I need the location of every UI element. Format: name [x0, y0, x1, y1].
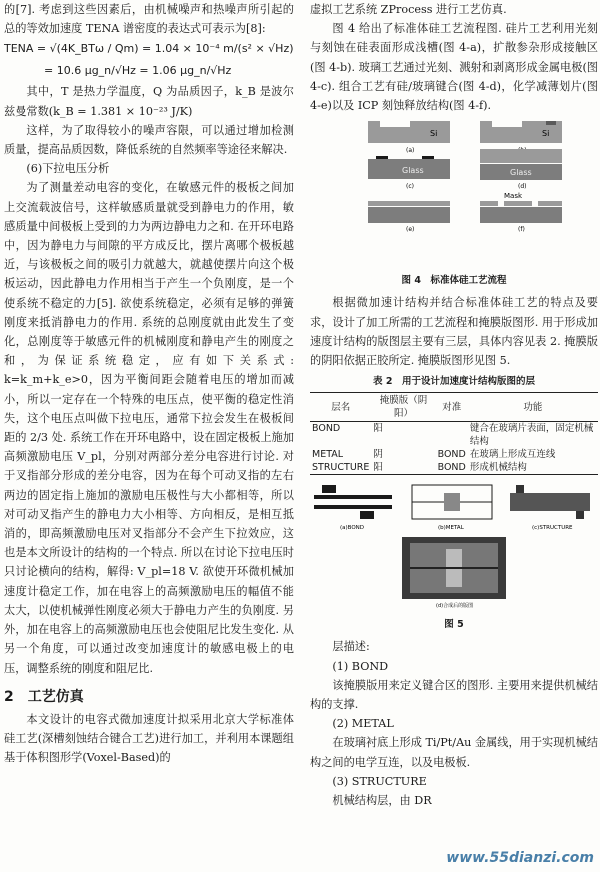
layout-combined [402, 537, 506, 609]
table-header-row [310, 393, 598, 422]
paragraph-symbols: 其中，T 是热力学温度，Q 为品质因子，k_B 是波尔兹曼常数(k_B = 1.381 × 10⁻²³ J/K) [4, 85, 294, 118]
formula-line-1: TENA = √(4K_BTω / Qm) = 1.04 × 10⁻⁴ m/(s² × √Hz) [4, 42, 294, 56]
table-header-layer: 层名 [310, 393, 371, 422]
table-cell: 阴 [373, 449, 383, 461]
label-bond: (a)BOND [340, 525, 365, 532]
structure-anchor-2 [576, 511, 584, 519]
table-row [310, 422, 598, 449]
table-row [310, 448, 598, 461]
paragraph-mask-design: 根据微加速计结构并结合标准体硅工艺的特点及要求，设计了加工所需的工艺流程和掩膜版图形. 用于形成加速度计结构的版图层主要有三层，具体内容见表 2. 掩膜版的阴阳依据正胶所定. 掩膜版图形见图 5. [310, 296, 598, 368]
left-column [4, 0, 294, 767]
table-cell: 形成机械结构 [468, 461, 598, 475]
mask-label: Mask [504, 192, 523, 201]
bond-bar-top [314, 495, 392, 499]
label-e: (e) [406, 226, 415, 234]
table-header-mask: 掩膜版（阴阳） [371, 393, 435, 422]
subsection-pull-in: (6)下拉电压分析 [26, 162, 110, 176]
table-header-align: 对准 [436, 393, 468, 422]
figure-5 [310, 479, 598, 633]
paragraph-process: 本文设计的电容式微加速度计拟采用北京大学标准体硅工艺(深槽刻蚀结合键合工艺)进行加工，并利用本课题组基于体积图形学(Voxel-Based)的 [4, 712, 294, 765]
step-c [368, 156, 450, 190]
etch-gap-f2 [532, 201, 538, 206]
bond-bar-bottom [314, 505, 392, 509]
si-label-a: Si [430, 129, 438, 139]
mask-layout-diagram [310, 479, 598, 611]
structure-body [510, 493, 590, 511]
label-combined: (d)合成后的版图 [436, 603, 474, 610]
table-cell: 阳 [373, 423, 383, 435]
paragraph-intro: 的[7]. 考虑到这些因素后，由机械噪声和热噪声所引起的总的等效加速度 TENA 谱密度的表达式可表示为[8]: [4, 3, 294, 36]
metal-heading: (2) METAL [332, 717, 394, 731]
table-header-function: 功能 [468, 393, 598, 422]
si-wafer-d [480, 149, 562, 163]
table-cell: STRUCTURE [312, 462, 370, 474]
paragraph-fig4-desc: 图 4 给出了标准体硅工艺流程图. 硅片工艺利用光刻与刻蚀在硅表面形成浅槽(图 4-a)，扩散参杂形成接触区(图 4-b). 玻璃工艺通过光刻、溅射和剥离形成金属电极(图 4-c). 组合工艺有硅/玻璃键合(图 4-d)，化学减薄划片(图 4-e)以及 ICP 刻蚀释放结构(图 4-f). [310, 22, 598, 113]
etch-gap-f1 [498, 201, 504, 206]
label-a: (a) [406, 147, 415, 155]
label-f: (f) [518, 226, 525, 234]
layout-metal [412, 485, 492, 531]
structure-heading: (3) STRUCTURE [332, 774, 427, 788]
step-a [368, 121, 450, 154]
table-cell: 键合在玻璃片表面，固定机械结构 [469, 423, 594, 448]
released-si-f [480, 201, 562, 206]
label-metal: (b)METAL [438, 525, 464, 532]
table-cell: 阳 [371, 461, 435, 475]
layout-structure [510, 485, 590, 531]
label-structure: (c)STRUCTURE [532, 525, 573, 532]
process-flow-diagram [310, 119, 598, 267]
contact-region-b [546, 121, 556, 125]
glass-label-d: Glass [510, 168, 532, 178]
figure-5-caption: 图 5 [444, 619, 464, 631]
table-cell: BOND [312, 423, 341, 435]
table-cell: 在玻璃上形成互连线 [469, 449, 556, 461]
bond-description: 该掩膜版用来定义键合区的图形. 主要用来提供机械结构的支撑. [310, 678, 598, 712]
table-cell [436, 422, 468, 449]
thinned-si-e [368, 201, 450, 206]
table-cell: METAL [312, 449, 344, 461]
section-title: 2 工艺仿真 [4, 688, 84, 705]
metal-electrode-c1 [376, 156, 388, 159]
tena-formula [4, 38, 294, 82]
layer-table [310, 392, 598, 475]
step-d [480, 149, 562, 190]
glass-label-c: Glass [402, 166, 424, 176]
layout-bond [314, 485, 392, 531]
bond-pad-bottom [360, 511, 374, 519]
table-2-caption: 表 2 用于设计加速度计结构版图的层 [373, 376, 535, 388]
si-label-b: Si [542, 129, 550, 139]
metal-electrode-c2 [422, 156, 434, 159]
table-cell: BOND [437, 462, 466, 474]
table-row [310, 461, 598, 475]
step-e [368, 201, 450, 233]
figure-4-caption: 图 4 标准体硅工艺流程 [401, 275, 507, 287]
glass-substrate-f [480, 207, 562, 223]
table-cell: BOND [437, 449, 466, 461]
shallow-trench-a [380, 121, 410, 127]
step-f [480, 192, 562, 233]
formula-line-2: = 10.6 μg_n/√Hz = 1.06 μg_n/√Hz [44, 64, 232, 78]
figure-4 [310, 119, 598, 289]
paragraph-noise: 这样，为了取得较小的噪声容限，可以通过增加检测质量，提高品质因数，降低系统的自然频率等途径来解决. [4, 123, 294, 157]
paragraph-zprocess: 虚拟工艺系统 ZProcess 进行工艺仿真. [310, 3, 507, 16]
layer-description-heading: 层描述: [332, 640, 370, 654]
right-column [310, 0, 598, 810]
label-d: (d) [518, 183, 527, 191]
bond-pad-top [322, 485, 336, 493]
structure-anchor-1 [516, 485, 524, 493]
shallow-trench-b [492, 121, 522, 127]
metal-electrode [444, 493, 460, 511]
bond-heading: (1) BOND [332, 659, 389, 673]
label-c: (c) [406, 183, 414, 191]
structure-description: 机械结构层，由 DR [332, 794, 432, 808]
metal-description: 在玻璃衬底上形成 Ti/Pt/Au 金属线，用于实现机械结构之间的电学互连，以及电极板. [310, 736, 598, 769]
glass-substrate-e [368, 207, 450, 223]
paragraph-pull-in: 为了测量差动电容的变化，在敏感元件的极板之间加上交流载波信号，这样敏感质量就受到静电力的作用，敏感质量中间极板上受到的力为两边静电力之和. 在开环电路中，因为静电力与间隙的平方成反比，摆片离哪个极板越近，与该极板之间的吸引力就越大，就越使摆片向这个极板运动，因此静电力作用相当于产生一个负刚度，是一个使系统不稳定的力[5]. 欲使系统稳定，必须有足够的弹簧刚度来抵消静电力的作用. 系统的总刚度就由此发生了变化，总刚度等于敏感元件的机械刚度和静电产生的刚度之和，为保证系统稳定，应有如下关系式: k=k_m+k_e>0，因为平衡间距会随着电压的增加而减小，所以一定存在一个特殊的电压点，使平衡的稳定性消失，这个电压点叫做下拉电压，通常下拉会发生在极板间距的 2/3 处. 系统工作在开环电路中，设在固定极板上施加高频激励电压 V_pl，分别对两部分差分电容进行讨论. 对于叉指部分形成的差分电容，因为在每个可动叉指的左右两边的固定指上施加的激励电压极性与大小都相等，所以对可动叉指产生的静电力大小相等、方向相反，是相互抵消的，即高频激励电压对叉指部分不会产生下拉效应，这也是本文所设计的结构的一个特点. 所以在讨论下拉电压时只讨论横向的结构，解得: V_pl=18 V. 欲使开环微机械加速度计稳定工作，加在电容上的高频激励电压的幅值不能太大，以使机械弹性刚度必须大于静电力产生的负刚度. 另外，加在电容上的高频激励电压也会使阻尼比发生变化. 从另一个角度，可以通过改变加速度计的敏感电极上的电压，调整系统的刚度和阻尼比. [4, 181, 294, 675]
watermark: www.55dianzi.com [446, 850, 594, 866]
